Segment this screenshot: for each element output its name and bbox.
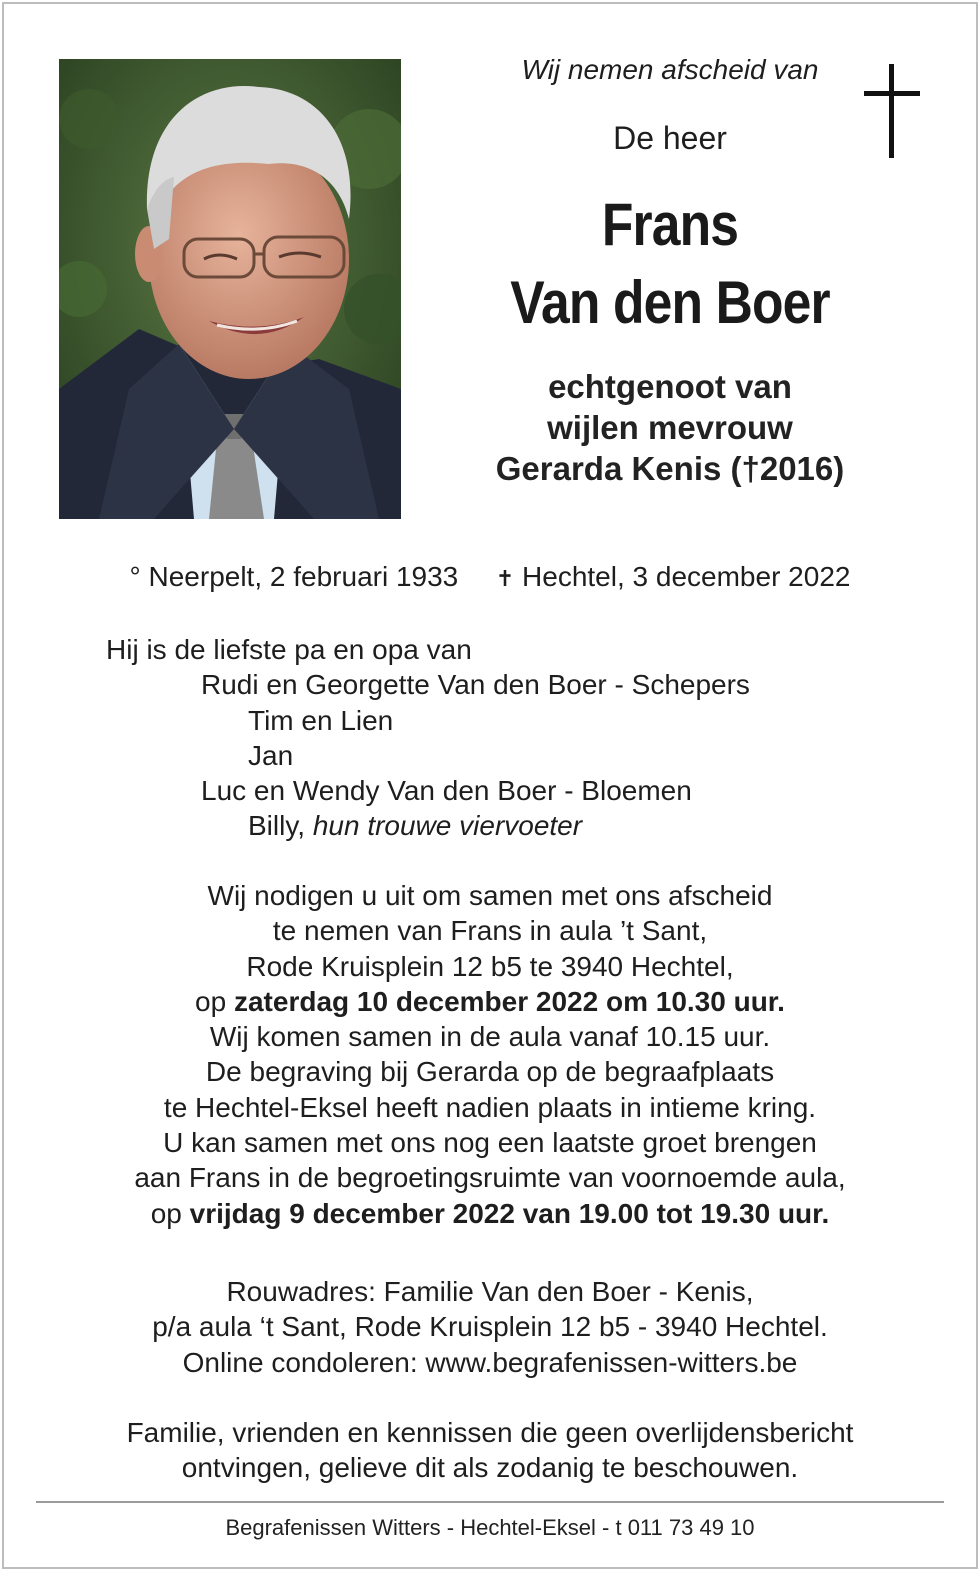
family-member: Tim en Lien	[248, 704, 394, 736]
invitation-line: te nemen van Frans in aula ’t Sant,	[272, 915, 708, 947]
invitation-line: U kan samen met ons nog een laatste groet brengen	[163, 1127, 817, 1159]
family-member: Rudi en Georgette Van den Boer - Schepers	[201, 669, 750, 701]
invitation-line: te Hechtel-Eksel heeft nadien plaats in intieme kring.	[163, 1091, 817, 1123]
invitation-text	[0, 878, 980, 1231]
condolence-link: Online condoleren: www.begrafenissen-witters.be	[182, 1346, 798, 1378]
invitation-line: Wij nodigen u uit om samen met ons afscheid	[207, 880, 773, 911]
family-list	[0, 632, 980, 844]
visitation-date	[0, 1196, 980, 1231]
address-line: Rouwadres: Familie Van den Boer - Kenis,	[226, 1276, 754, 1307]
pet-description: hun trouwe viervoeter	[312, 810, 583, 842]
spouse-line: wijlen mevrouw	[547, 409, 793, 446]
ceremony-date-value: zaterdag 10 december 2022 om 10.30 uur.	[233, 985, 785, 1017]
address-line: p/a aula ‘t Sant, Rode Kruisplein 12 b5 - 3940 Hechtel.	[152, 1311, 828, 1343]
invitation-line: De begraving bij Gerarda op de begraafplaats	[205, 1056, 775, 1088]
visitation-date-prefix: op	[150, 1197, 182, 1229]
invitation-line: aan Frans in de begroetingsruimte van voornoemde aula,	[134, 1162, 846, 1194]
mourning-address	[0, 1274, 980, 1380]
death-symbol: ✝	[495, 566, 515, 591]
birth-symbol: °	[129, 561, 141, 592]
footer-text: Begrafenissen Witters - Hechtel-Eksel - t 011 73 49 10	[225, 1515, 755, 1540]
spouse-line: Gerarda Kenis (†2016)	[495, 450, 845, 487]
notice-line: Familie, vrienden en kennissen die geen overlijdensbericht	[126, 1417, 854, 1448]
last-name: Van den Boer	[510, 269, 830, 336]
family-intro: Hij is de liefste pa en opa van	[106, 634, 472, 665]
invitation-line: Wij komen samen in de aula vanaf 10.15 uur.	[209, 1021, 771, 1053]
pet-name: Billy,	[248, 810, 306, 842]
first-name: Frans	[601, 191, 739, 258]
family-member: Luc en Wendy Van den Boer - Bloemen	[201, 775, 692, 807]
death-date: Hechtel, 3 december 2022	[522, 561, 851, 592]
family-member: Jan	[248, 739, 294, 771]
life-dates	[0, 559, 980, 597]
spouse-line: echtgenoot van	[548, 368, 792, 405]
notice-text	[0, 1415, 980, 1486]
birth-date: Neerpelt, 2 februari 1933	[148, 561, 459, 592]
spouse-info	[430, 366, 910, 489]
ceremony-date	[0, 984, 980, 1019]
intro-text: Wij nemen afscheid van	[521, 54, 819, 85]
footer-divider	[36, 1501, 944, 1503]
visitation-date-value: vrijdag 9 december 2022 van 19.00 tot 19.30 uur.	[189, 1197, 830, 1229]
notice-line: ontvingen, gelieve dit als zodanig te beschouwen.	[181, 1452, 799, 1484]
family-pet	[0, 808, 980, 843]
deceased-name	[464, 186, 877, 342]
ceremony-date-prefix: op	[195, 985, 227, 1017]
invitation-line: Rode Kruisplein 12 b5 te 3940 Hechtel,	[246, 950, 734, 982]
salutation: De heer	[613, 120, 727, 156]
portrait-photo	[59, 59, 401, 519]
